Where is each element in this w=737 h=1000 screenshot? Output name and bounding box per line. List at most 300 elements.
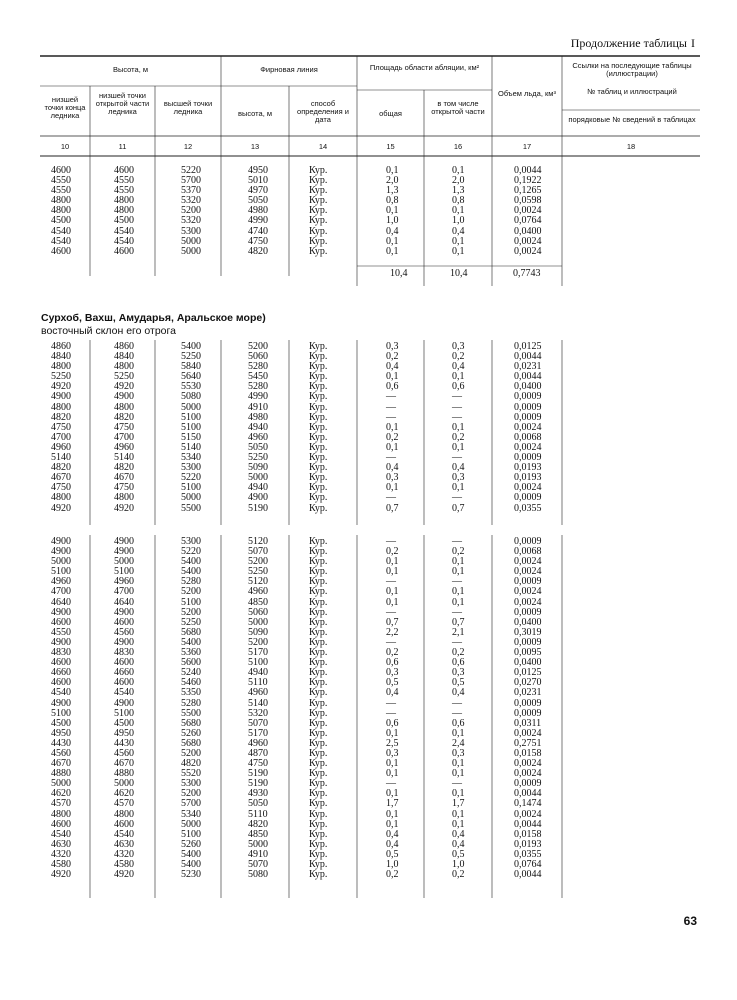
table-cell: 0,0009 xyxy=(514,697,542,709)
table-cell: 0,4 xyxy=(452,361,465,373)
header-col13: высота, м xyxy=(237,109,273,118)
table-cell: 4560 xyxy=(51,747,71,759)
table-row xyxy=(0,587,737,597)
table-cell: 0,0044 xyxy=(514,351,542,363)
table-cell: 5840 xyxy=(181,361,201,373)
table-cell: 5080 xyxy=(248,869,268,881)
table-cell: 4500 xyxy=(51,215,71,227)
table-row xyxy=(0,749,737,759)
table-cell: 0,1 xyxy=(452,556,465,568)
table-cell: Кур. xyxy=(309,502,328,514)
table-cell: 5140 xyxy=(181,441,201,453)
table-cell: 4830 xyxy=(114,647,134,659)
table-cell: 5500 xyxy=(181,502,201,514)
table-cell: — xyxy=(386,606,396,618)
table-cell: 5120 xyxy=(248,576,268,588)
table-cell: 0,4 xyxy=(386,462,399,474)
table-cell: 4600 xyxy=(51,616,71,628)
table-cell: 0,0068 xyxy=(514,431,542,443)
table-cell: 0,4 xyxy=(386,687,399,699)
table-cell: — xyxy=(452,391,462,403)
table-cell: 5090 xyxy=(248,462,268,474)
table-cell: 5320 xyxy=(248,707,268,719)
table-cell: 5250 xyxy=(51,371,71,383)
table-cell: 4870 xyxy=(248,747,268,759)
table-cell: 0,0044 xyxy=(514,165,542,176)
table-cell: 0,1 xyxy=(386,727,399,739)
table-cell: 4950 xyxy=(114,727,134,739)
table-cell: 4550 xyxy=(114,175,134,187)
table-cell: 5170 xyxy=(248,647,268,659)
col-num: 11 xyxy=(118,142,127,151)
table-cell: 4990 xyxy=(248,215,268,227)
table-cell: 0,0024 xyxy=(514,235,542,247)
table-cell: 0,1 xyxy=(386,371,399,383)
table-cell: 0,1 xyxy=(452,421,465,433)
table-cell: 4600 xyxy=(114,616,134,628)
table-cell: Кур. xyxy=(309,747,328,759)
table-cell: 5200 xyxy=(181,788,201,800)
table-cell: 4860 xyxy=(51,341,71,352)
table-cell: 0,0044 xyxy=(514,869,542,881)
table-cell: Кур. xyxy=(309,788,328,800)
table-cell: 4600 xyxy=(114,657,134,669)
table-cell: 0,1 xyxy=(452,371,465,383)
table-row xyxy=(0,820,737,830)
table-cell: 5280 xyxy=(181,576,201,588)
table-cell: 0,4 xyxy=(452,838,465,850)
table-cell: 0,1922 xyxy=(514,175,542,187)
page-number: 63 xyxy=(683,914,697,928)
table-cell: 5250 xyxy=(181,351,201,363)
table-cell: Кур. xyxy=(309,808,328,820)
table-cell: 0,0068 xyxy=(514,546,542,558)
table-cell: Кур. xyxy=(309,737,328,749)
table-cell: 4800 xyxy=(51,401,71,413)
table-cell: Кур. xyxy=(309,472,328,484)
table-cell: — xyxy=(452,492,462,504)
table-cell: 5110 xyxy=(248,677,268,689)
table-cell: 0,2 xyxy=(452,351,465,363)
table-cell: 4900 xyxy=(51,697,71,709)
table-cell: 5100 xyxy=(181,828,201,840)
table-cell: 5600 xyxy=(181,657,201,669)
table-cell: 5300 xyxy=(181,536,201,547)
table-cell: 4820 xyxy=(114,462,134,474)
table-cell: Кур. xyxy=(309,697,328,709)
table-cell: 4920 xyxy=(51,869,71,881)
table-cell: 5500 xyxy=(181,707,201,719)
table-cell: 0,7 xyxy=(452,502,465,514)
table-cell: 4900 xyxy=(51,606,71,618)
table-cell: 4900 xyxy=(51,391,71,403)
table-cell: Кур. xyxy=(309,431,328,443)
table-cell: 5000 xyxy=(248,838,268,850)
table-cell: 4800 xyxy=(51,492,71,504)
table-row xyxy=(0,729,737,739)
table-cell: 0,4 xyxy=(386,838,399,850)
table-cell: 5190 xyxy=(248,502,268,514)
table-row xyxy=(0,537,737,547)
table-cell: Кур. xyxy=(309,536,328,547)
header-col10: низшей точки конца ледника xyxy=(44,95,86,120)
table-cell: 4670 xyxy=(114,758,134,770)
table-cell: 5150 xyxy=(181,431,201,443)
table-cell: 5060 xyxy=(248,606,268,618)
table-cell: 4540 xyxy=(51,235,71,247)
table-cell: 4620 xyxy=(114,788,134,800)
table-row xyxy=(0,648,737,658)
table-cell: 4550 xyxy=(51,626,71,638)
continuation-label xyxy=(571,36,695,51)
header-firn-group: Фирновая линия xyxy=(260,65,318,74)
table-cell: 0,2 xyxy=(386,647,399,659)
table-cell: 0,0009 xyxy=(514,576,542,588)
table-cell: 5190 xyxy=(248,768,268,780)
table-cell: 0,0024 xyxy=(514,245,542,257)
table-cell: 5340 xyxy=(181,808,201,820)
table-cell: 5060 xyxy=(248,351,268,363)
table-cell: Кур. xyxy=(309,391,328,403)
table-cell: Кур. xyxy=(309,195,328,207)
table-cell: 5070 xyxy=(248,717,268,729)
table-cell: 0,0044 xyxy=(514,788,542,800)
table-cell: 0,3 xyxy=(386,747,399,759)
table-cell: 5360 xyxy=(181,647,201,659)
table-cell: 4540 xyxy=(51,828,71,840)
table-cell: 4950 xyxy=(248,165,268,176)
header-col16: в том числе открытой части xyxy=(431,99,485,116)
table-cell: 4850 xyxy=(248,596,268,608)
header-col12: высшей точки ледника xyxy=(163,99,213,116)
table-cell: 0,1 xyxy=(452,165,465,176)
table-cell: 5110 xyxy=(248,808,268,820)
table-cell: 0,0024 xyxy=(514,566,542,578)
table-cell: 4800 xyxy=(51,205,71,217)
table-cell: 0,1 xyxy=(386,596,399,608)
table-cell: Кур. xyxy=(309,727,328,739)
table-cell: 5000 xyxy=(181,235,201,247)
table-cell: 4430 xyxy=(114,737,134,749)
table-cell: 5100 xyxy=(181,411,201,423)
table-cell: — xyxy=(452,636,462,648)
table-row xyxy=(0,237,737,247)
table-cell: 4600 xyxy=(114,165,134,176)
table-cell: 0,0009 xyxy=(514,778,542,790)
table-cell: 0,1 xyxy=(452,758,465,770)
table-cell: 1,0 xyxy=(452,859,465,870)
table-cell: 4900 xyxy=(114,697,134,709)
table-cell: Кур. xyxy=(309,838,328,850)
table-cell: 4800 xyxy=(114,361,134,373)
table-cell: 4940 xyxy=(248,482,268,494)
table-cell: 5250 xyxy=(248,452,268,464)
table-cell: 4930 xyxy=(248,788,268,800)
table-cell: 0,8 xyxy=(386,195,399,207)
table-row xyxy=(0,196,737,206)
table-cell: 4960 xyxy=(51,576,71,588)
table-cell: Кур. xyxy=(309,606,328,618)
table-cell: 5280 xyxy=(181,697,201,709)
table-cell: 0,5 xyxy=(386,848,399,860)
table-cell: 4550 xyxy=(51,185,71,197)
table-cell: 0,5 xyxy=(386,677,399,689)
table-row xyxy=(0,618,737,628)
table-cell: 0,0024 xyxy=(514,482,542,494)
table-cell: 5200 xyxy=(248,636,268,648)
table-row xyxy=(0,638,737,648)
table-cell: 0,0009 xyxy=(514,492,542,504)
table-cell: — xyxy=(386,391,396,403)
table-row xyxy=(0,372,737,382)
table-cell: 0,1 xyxy=(452,441,465,453)
table-row xyxy=(0,392,737,402)
table-cell: 5320 xyxy=(181,195,201,207)
table-cell: 0,6 xyxy=(452,381,465,393)
table-cell: 0,4 xyxy=(452,225,465,237)
table-cell: 5100 xyxy=(181,596,201,608)
table-cell: 0,1 xyxy=(452,235,465,247)
table-cell: 4640 xyxy=(114,596,134,608)
table-cell: Кур. xyxy=(309,482,328,494)
table-cell: — xyxy=(452,536,462,547)
table-cell: 0,6 xyxy=(386,657,399,669)
table-cell: 5450 xyxy=(248,371,268,383)
table-cell: 0,1 xyxy=(386,818,399,830)
table-cell: 0,3 xyxy=(386,341,399,352)
table-cell: 4960 xyxy=(51,441,71,453)
table-cell: 0,1 xyxy=(386,245,399,257)
table-cell: 5050 xyxy=(248,441,268,453)
table-cell: 4700 xyxy=(51,431,71,443)
table-cell: — xyxy=(386,636,396,648)
table-cell: 5680 xyxy=(181,717,201,729)
table-cell: 0,4 xyxy=(452,462,465,474)
table-cell: 5140 xyxy=(248,697,268,709)
table-cell: 0,6 xyxy=(386,717,399,729)
table-row xyxy=(0,608,737,618)
table-cell: 0,0125 xyxy=(514,667,542,679)
table-cell: 5070 xyxy=(248,859,268,870)
table-cell: Кур. xyxy=(309,441,328,453)
table-cell: 4700 xyxy=(114,586,134,598)
table-cell: 5000 xyxy=(181,245,201,257)
table-cell: Кур. xyxy=(309,351,328,363)
table-cell: 4920 xyxy=(114,381,134,393)
table-cell: 4630 xyxy=(51,838,71,850)
table-cell: — xyxy=(386,778,396,790)
table-cell: 5170 xyxy=(248,727,268,739)
table-cell: 4800 xyxy=(51,361,71,373)
table-cell: 4430 xyxy=(51,737,71,749)
header-height-group: Высота, м xyxy=(112,65,149,74)
table-cell: 5100 xyxy=(51,566,71,578)
table-cell: 4630 xyxy=(114,838,134,850)
table-row xyxy=(0,628,737,638)
table-cell: 4970 xyxy=(248,185,268,197)
table-cell: 4960 xyxy=(248,687,268,699)
table-cell: 0,3 xyxy=(452,667,465,679)
table-cell: 4990 xyxy=(248,391,268,403)
table-row xyxy=(0,176,737,186)
header-col11: низшей точки открытой части ледника xyxy=(95,91,150,116)
table-cell: 4600 xyxy=(51,245,71,257)
table-cell: Кур. xyxy=(309,798,328,810)
table-cell: 1,7 xyxy=(386,798,399,810)
table-row xyxy=(0,668,737,678)
table-row xyxy=(0,483,737,493)
table-cell: 5400 xyxy=(181,566,201,578)
table-cell: 4320 xyxy=(114,848,134,860)
table-cell: 4800 xyxy=(114,195,134,207)
table-cell: 0,5 xyxy=(452,848,465,860)
table-cell: 4750 xyxy=(51,482,71,494)
header-col18a: № таблиц и иллюстраций xyxy=(587,87,677,96)
table-cell: 4550 xyxy=(51,175,71,187)
table-cell: 4800 xyxy=(51,195,71,207)
table-cell: 0,0193 xyxy=(514,472,542,484)
table-cell: Кур. xyxy=(309,677,328,689)
table2-group1 xyxy=(0,342,737,514)
table-cell: 4880 xyxy=(114,768,134,780)
table-cell: 0,0125 xyxy=(514,341,542,352)
table-cell: — xyxy=(452,778,462,790)
table-cell: 0,0024 xyxy=(514,441,542,453)
table-cell: 0,2 xyxy=(386,351,399,363)
table-cell: 4820 xyxy=(114,411,134,423)
table-cell: 0,4 xyxy=(386,361,399,373)
table-row xyxy=(0,382,737,392)
table-row xyxy=(0,567,737,577)
table-cell: Кур. xyxy=(309,225,328,237)
table-cell: 4880 xyxy=(51,768,71,780)
table-cell: 0,2 xyxy=(452,869,465,881)
header-col14: способ определения и дата xyxy=(297,99,349,124)
table-cell: 5200 xyxy=(181,747,201,759)
table-row xyxy=(0,789,737,799)
table-cell: 0,3 xyxy=(386,472,399,484)
table-row xyxy=(0,870,737,880)
table-cell: — xyxy=(386,411,396,423)
table-row xyxy=(0,453,737,463)
table-cell: Кур. xyxy=(309,245,328,257)
table-cell: 2,4 xyxy=(452,737,465,749)
table-cell: 0,1 xyxy=(386,235,399,247)
table-row xyxy=(0,206,737,216)
table-cell: 4820 xyxy=(248,818,268,830)
table-cell: 0,3019 xyxy=(514,626,542,638)
table-row xyxy=(0,557,737,567)
table-cell: 0,2 xyxy=(452,647,465,659)
table-row xyxy=(0,403,737,413)
table-cell: — xyxy=(452,411,462,423)
total-volume: 0,7743 xyxy=(513,268,541,279)
table-cell: 5200 xyxy=(248,341,268,352)
table-cell: 0,0024 xyxy=(514,808,542,820)
table-cell: 4920 xyxy=(114,502,134,514)
table-cell: 1,3 xyxy=(452,185,465,197)
table-cell: — xyxy=(386,576,396,588)
table-cell: 5700 xyxy=(181,175,201,187)
table-cell: — xyxy=(452,697,462,709)
table-cell: Кур. xyxy=(309,859,328,870)
table-row xyxy=(0,769,737,779)
table-cell: 5100 xyxy=(248,657,268,669)
table-cell: 4500 xyxy=(114,717,134,729)
table-cell: 4500 xyxy=(114,215,134,227)
table-cell: 5100 xyxy=(181,421,201,433)
table-row xyxy=(0,810,737,820)
col-num: 18 xyxy=(626,142,636,151)
table-cell: Кур. xyxy=(309,657,328,669)
table-cell: 0,2 xyxy=(452,546,465,558)
table-cell: 4540 xyxy=(114,225,134,237)
table-cell: 0,3 xyxy=(452,747,465,759)
table-row xyxy=(0,850,737,860)
table-cell: 4750 xyxy=(51,421,71,433)
table-cell: 4900 xyxy=(51,636,71,648)
table-row xyxy=(0,216,737,226)
table-row xyxy=(0,186,737,196)
table-cell: Кур. xyxy=(309,361,328,373)
table-cell: Кур. xyxy=(309,576,328,588)
table-cell: 2,5 xyxy=(386,737,399,749)
table-row xyxy=(0,423,737,433)
header-col15: общая xyxy=(379,109,402,118)
table-cell: 0,1 xyxy=(386,482,399,494)
table-row xyxy=(0,658,737,668)
table-cell: 0,0598 xyxy=(514,195,542,207)
table-cell: 0,3 xyxy=(452,472,465,484)
table-cell: 4540 xyxy=(114,828,134,840)
table-cell: 5000 xyxy=(248,472,268,484)
table-row xyxy=(0,688,737,698)
table-cell: 4600 xyxy=(114,818,134,830)
table-cell: 0,0400 xyxy=(514,657,542,669)
table-cell: 5200 xyxy=(181,205,201,217)
table-cell: Кур. xyxy=(309,205,328,217)
table-row xyxy=(0,463,737,473)
table-cell: 5090 xyxy=(248,626,268,638)
table-cell: 0,0024 xyxy=(514,727,542,739)
table-cell: 5220 xyxy=(181,165,201,176)
table-cell: 0,1 xyxy=(452,245,465,257)
table-cell: 5000 xyxy=(181,401,201,413)
table-cell: 4670 xyxy=(51,758,71,770)
table-cell: 4600 xyxy=(51,818,71,830)
table-cell: 5220 xyxy=(181,472,201,484)
table-cell: 5260 xyxy=(181,838,201,850)
table-cell: 0,0355 xyxy=(514,848,542,860)
table-cell: Кур. xyxy=(309,768,328,780)
table-cell: 5340 xyxy=(181,452,201,464)
table-cell: 5400 xyxy=(181,341,201,352)
table-cell: Кур. xyxy=(309,462,328,474)
table-cell: 0,0024 xyxy=(514,556,542,568)
table-cell: 4820 xyxy=(51,411,71,423)
table-cell: 5200 xyxy=(181,606,201,618)
table-cell: 4800 xyxy=(114,492,134,504)
table-cell: 0,1 xyxy=(452,596,465,608)
table-cell: 5010 xyxy=(248,175,268,187)
table-cell: 0,0270 xyxy=(514,677,542,689)
table-cell: 0,7 xyxy=(452,616,465,628)
table-cell: 5000 xyxy=(181,818,201,830)
table-cell: 4640 xyxy=(51,596,71,608)
table-cell: — xyxy=(386,492,396,504)
table-cell: 4950 xyxy=(51,727,71,739)
table-cell: 0,0024 xyxy=(514,758,542,770)
